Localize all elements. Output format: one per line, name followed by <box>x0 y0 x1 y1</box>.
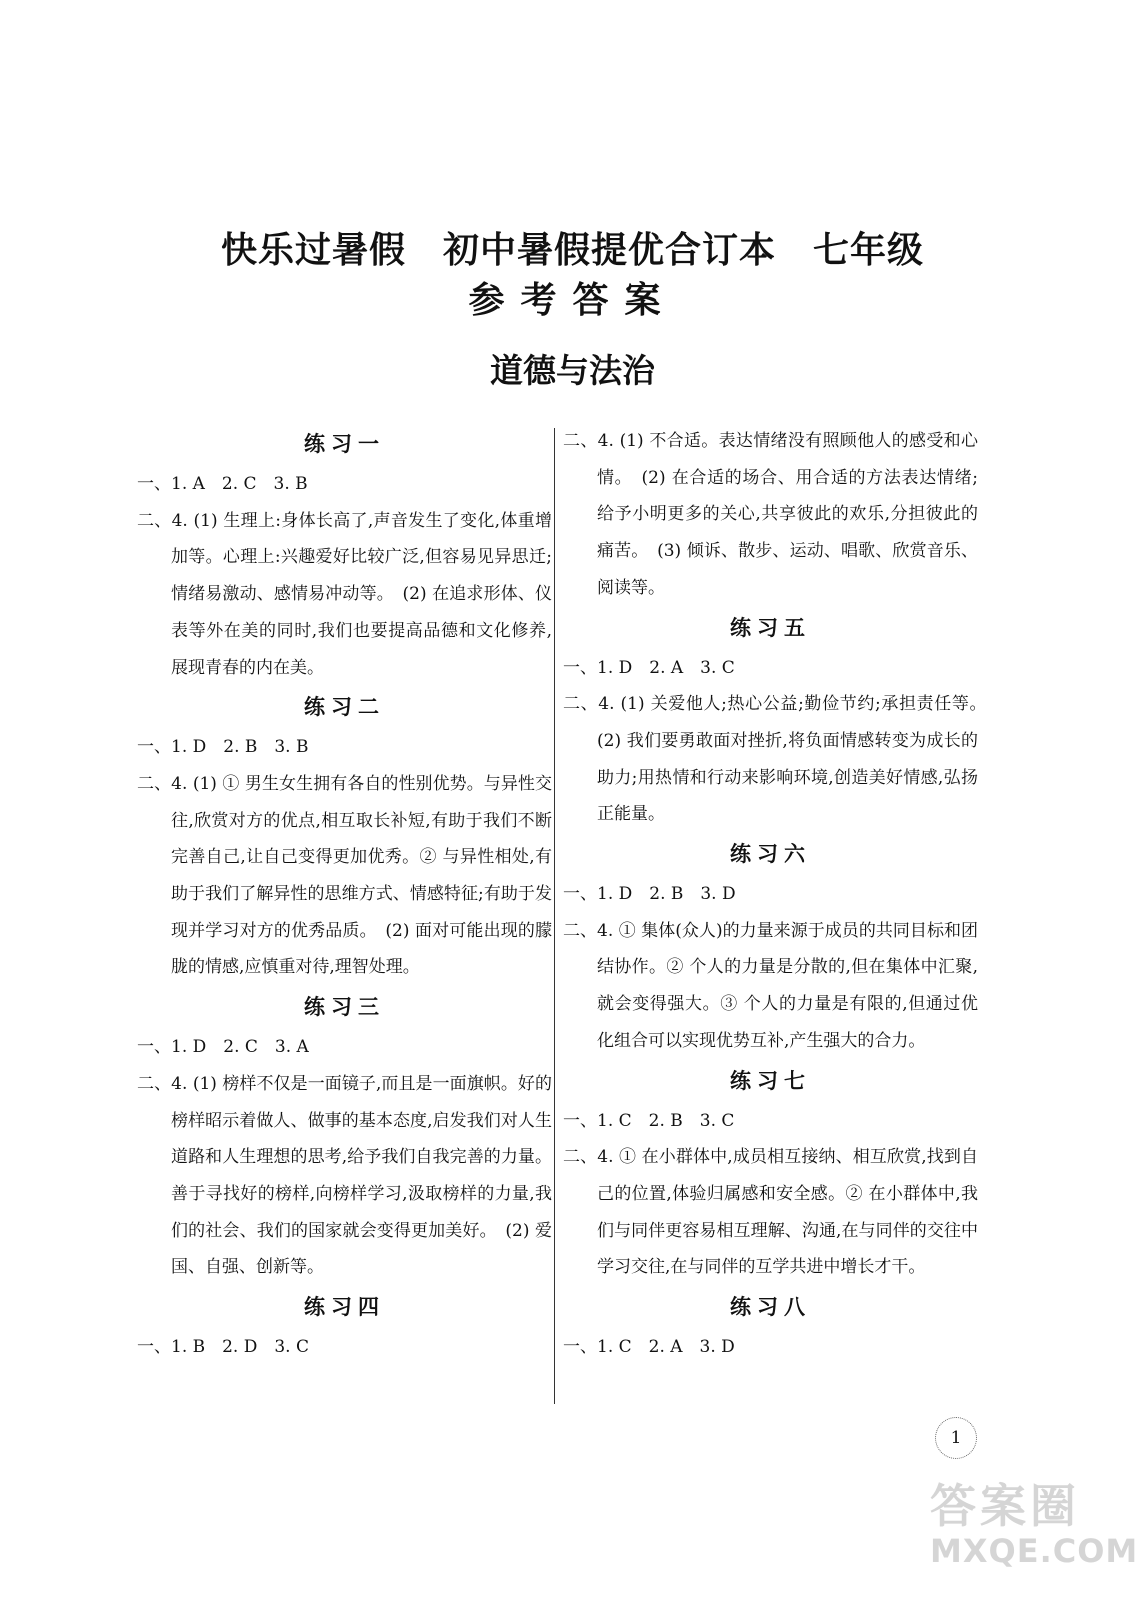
exercise-heading: 练习六 <box>730 842 811 867</box>
exercise-heading: 练习三 <box>304 995 385 1020</box>
answer-paragraph: 二、4. (1) 榜样不仅是一面镜子,而且是一面旗帜。好的榜样昭示着做人、做事的基本态度,启发我们对人生道路和人生理想的思考,给予我们自我完善的力量。善于寻找好的榜样,向榜样学习,汲取榜样的力量,我们的社会、我们的国家就会变得更加美好。 (2) 爱国、自强、创新等。 <box>137 1073 552 1278</box>
answer-paragraph: 二、4. ① 集体(众人)的力量来源于成员的共同目标和团结协作。② 个人的力量是分散的,但在集体中汇聚,就会变得强大。③ 个人的力量是有限的,但通过优化组合可以实现优势互补,产生强大的合力。 <box>563 920 978 1051</box>
right-column <box>563 423 995 1366</box>
left-column <box>137 423 552 1366</box>
answer-paragraph: 一、1. D 2. A 3. C <box>563 657 735 678</box>
exercise-heading: 练习一 <box>304 432 385 456</box>
exercise-heading: 练习八 <box>730 1295 811 1320</box>
exercise-heading: 练习七 <box>730 1068 811 1093</box>
answer-paragraph: 一、1. C 2. B 3. C <box>563 1110 735 1131</box>
column-divider <box>554 428 555 1404</box>
answer-paragraph: 一、1. C 2. A 3. D <box>563 1337 735 1358</box>
page-number: 1 <box>935 1417 977 1459</box>
answer-paragraph: 一、1. D 2. B 3. B <box>137 737 309 758</box>
answer-paragraph: 二、4. (1) ① 男生女生拥有各自的性别优势。与异性交往,欣赏对方的优点,相互取长补短,有助于我们不断完善自己,让自己变得更加优秀。② 与异性相处,有助于我们了解异性的思维方式、情感特征;有助于发现并学习对方的优秀品质。 (2) 面对可能出现的朦胧的情感,应慎重对待,理智处理。 <box>137 773 552 978</box>
main-title: 快乐过暑假 初中暑假提优合订本 七年级 <box>220 230 924 271</box>
answer-paragraph: 一、1. B 2. D 3. C <box>137 1337 310 1358</box>
answer-paragraph: 二、4. (1) 不合适。表达情绪没有照顾他人的感受和心情。 (2) 在合适的场合、用合适的方法表达情绪;给予小明更多的关心,共享彼此的欢乐,分担彼此的痛苦。 (3) 倾诉、散步、运动、唱歌、欣赏音乐、阅读等。 <box>563 431 978 598</box>
watermark <box>930 1470 1139 1580</box>
watermark-logo-text: 答案圈 <box>930 1479 1080 1533</box>
answer-paragraph: 二、4. ① 在小群体中,成员相互接纳、相互欣赏,找到自己的位置,体验归属感和安全感。② 在小群体中,我们与同伴更容易相互理解、沟通,在与同伴的交往中学习交往,在与同伴的互学共进中增长才干。 <box>563 1147 978 1278</box>
sub-title: 参考答案 <box>468 280 677 321</box>
answer-paragraph: 一、1. D 2. B 3. D <box>563 884 736 905</box>
answer-paragraph: 二、4. (1) 关爱他人;热心公益;勤俭节约;承担责任等。 (2) 我们要勇敢面对挫折,将负面情感转变为成长的助力;用热情和行动来影响环境,创造美好情感,弘扬正能量。 <box>563 694 995 825</box>
watermark-url: MXQE.COM <box>930 1532 1139 1570</box>
answer-paragraph: 二、4. (1) 生理上:身体长高了,声音发生了变化,体重增加等。心理上:兴趣爱好比较广泛,但容易见异思迁;情绪易激动、感情易冲动等。 (2) 在追求形体、仪表等外在美的同时,我们也要提高品德和文化修养,展现青春的内在美。 <box>137 510 552 678</box>
answer-paragraph: 一、1. D 2. C 3. A <box>137 1037 309 1058</box>
exercise-heading: 练习二 <box>304 695 385 720</box>
answer-paragraph: 一、1. A 2. C 3. B <box>137 474 308 494</box>
subject-title: 道德与法治 <box>490 351 655 390</box>
exercise-heading: 练习五 <box>730 615 811 640</box>
exercise-heading: 练习四 <box>304 1295 385 1320</box>
